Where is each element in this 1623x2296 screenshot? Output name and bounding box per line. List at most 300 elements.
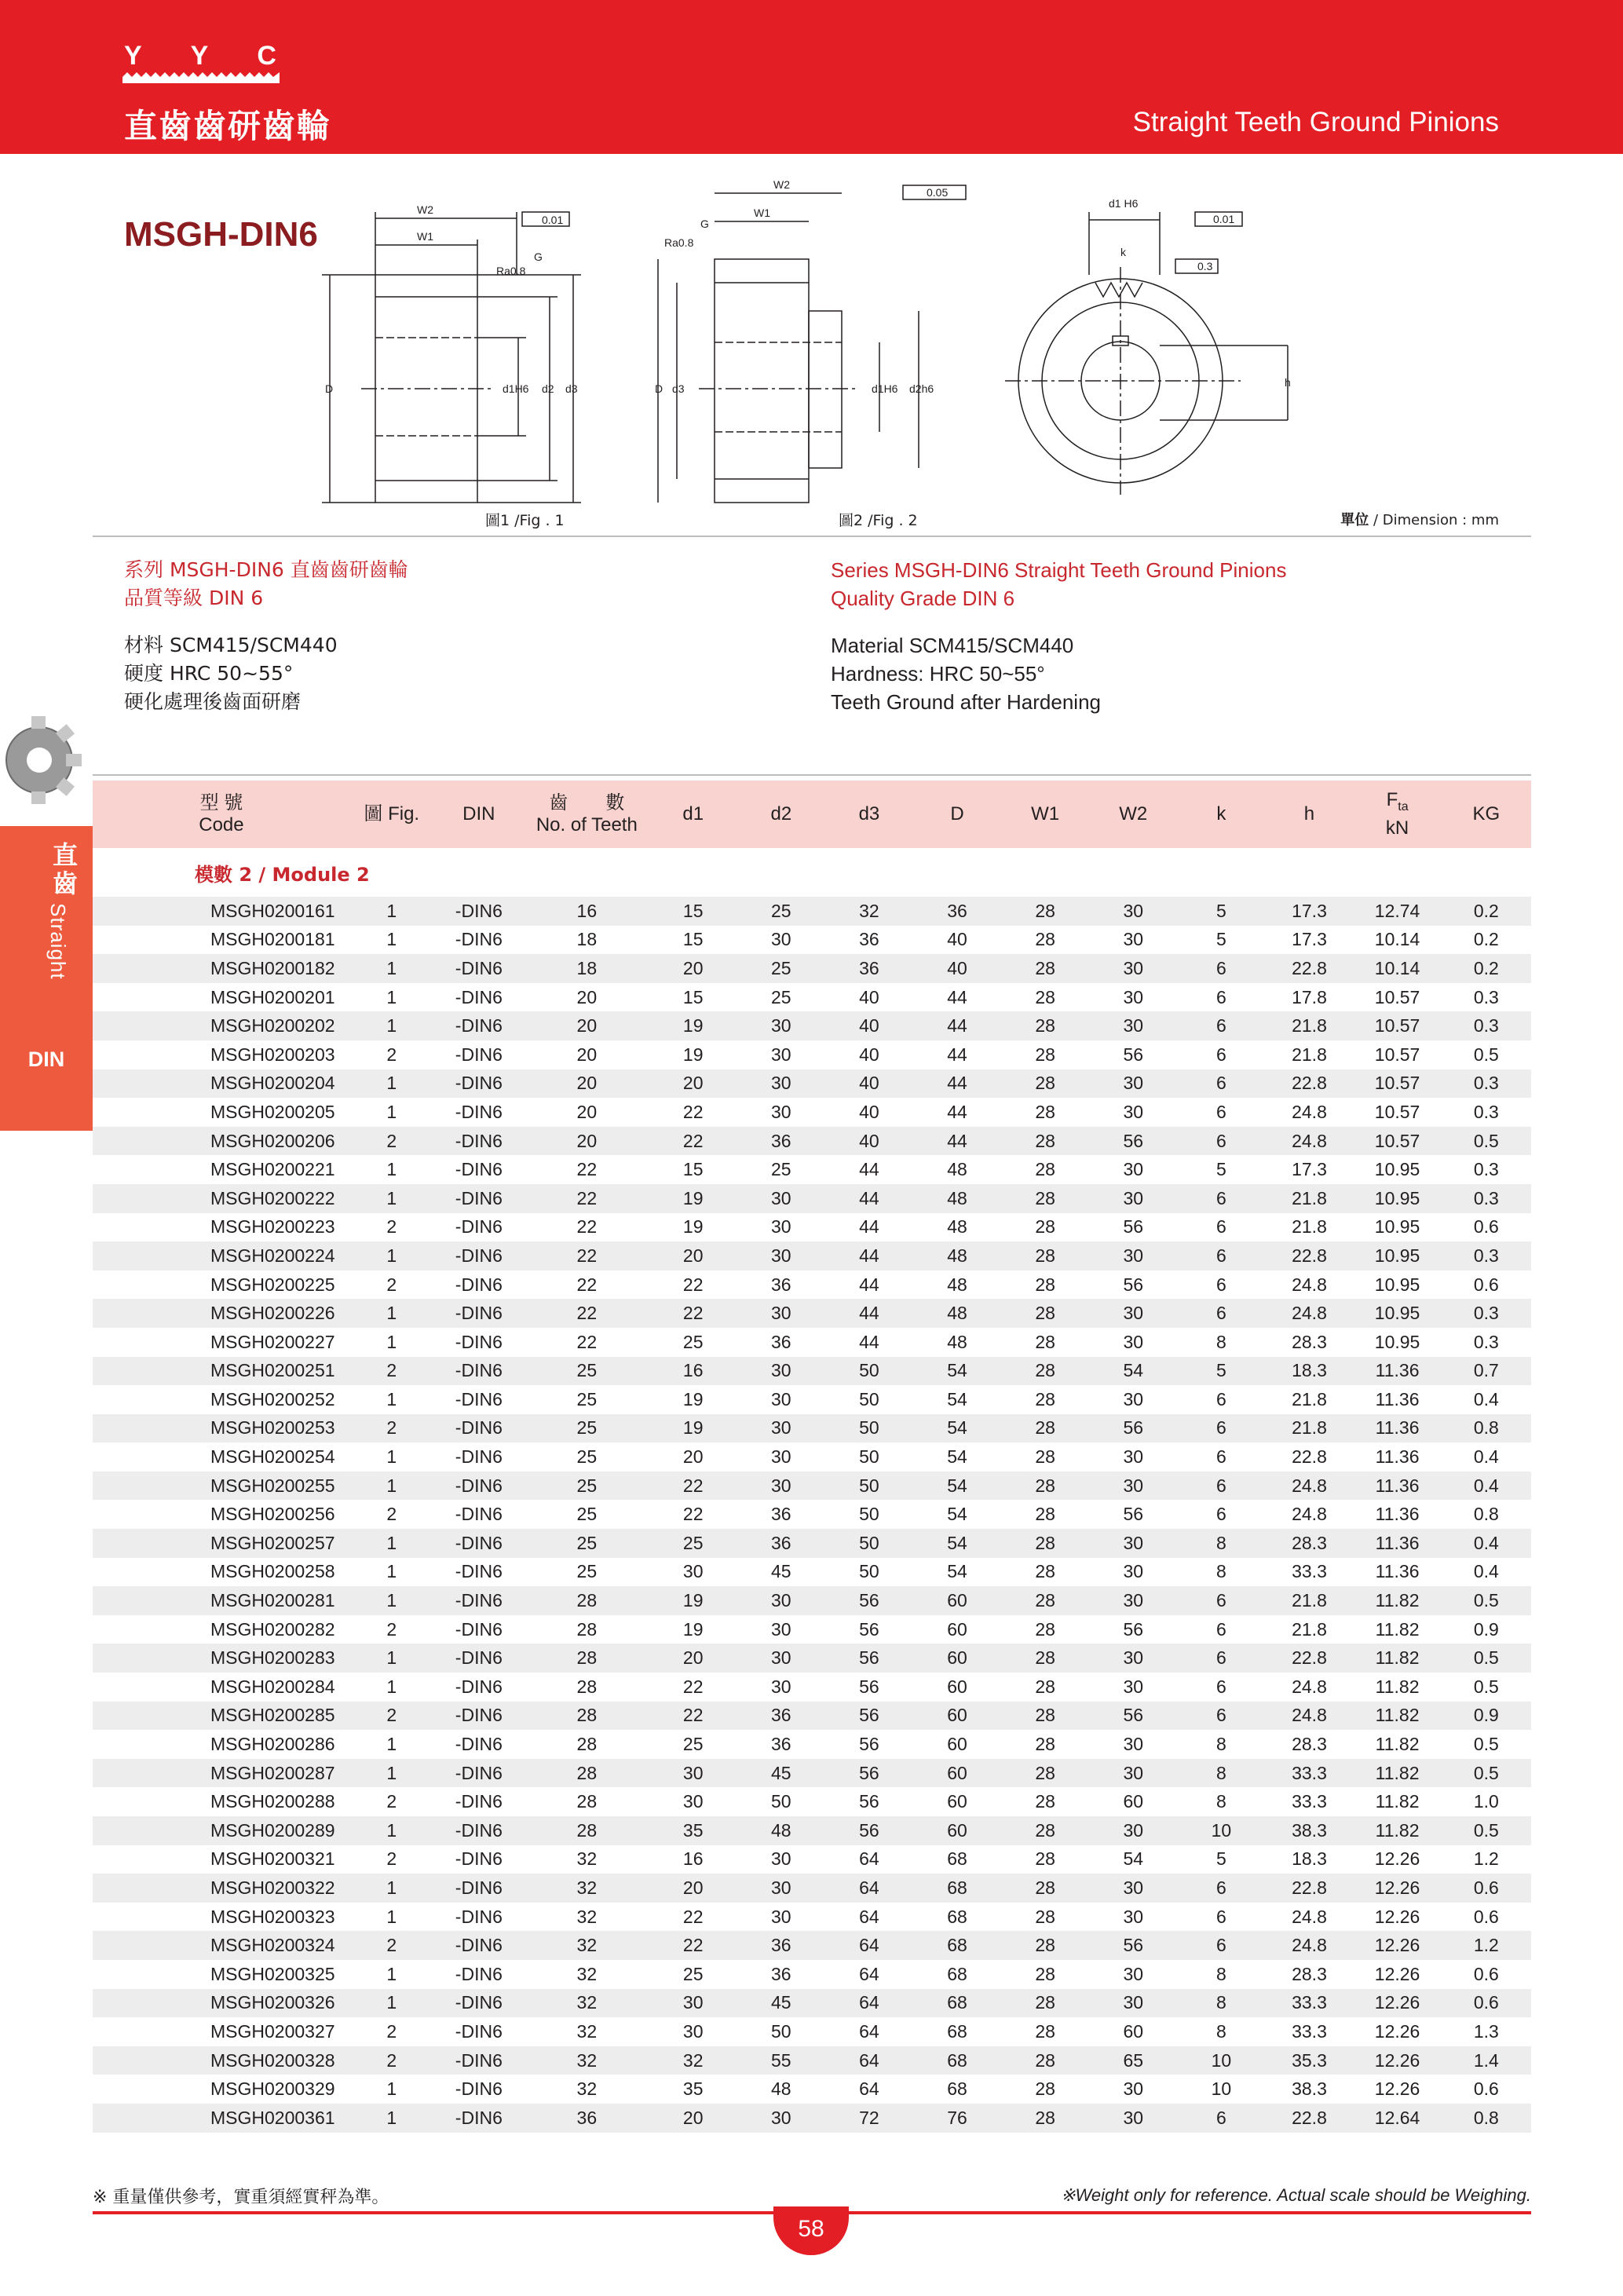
table-cell: 30 xyxy=(771,1388,791,1409)
table-cell: 6 xyxy=(1177,1472,1265,1501)
table-cell: MSGH0200203 xyxy=(210,1044,335,1065)
table-cell: 30 xyxy=(1089,954,1177,983)
table-cell: 28 xyxy=(1035,986,1055,1007)
table-cell: 28 xyxy=(1001,1874,1089,1903)
table-row xyxy=(93,2104,1531,2133)
svg-text:h: h xyxy=(1285,376,1291,389)
table-cell: 28 xyxy=(1001,1357,1089,1386)
svg-text:0.3: 0.3 xyxy=(1197,260,1213,272)
table-cell: 1 xyxy=(386,1159,397,1180)
table-cell: 22 xyxy=(682,1906,704,1927)
table-cell: 68 xyxy=(913,2046,1001,2075)
table-cell: -DIN6 xyxy=(455,1791,503,1812)
table-cell: 36 xyxy=(525,2104,649,2133)
table-cell: 8 xyxy=(1215,2020,1226,2042)
table-cell: 6 xyxy=(1215,1676,1226,1697)
table-cell: 60 xyxy=(1123,1791,1144,1812)
table-row xyxy=(93,1816,1531,1845)
table-cell: 60 xyxy=(947,1618,967,1640)
table-cell: 30 xyxy=(1089,1643,1177,1673)
table-cell: 36 xyxy=(771,1504,791,1525)
table-cell: 44 xyxy=(947,1044,967,1065)
table-cell: 28 xyxy=(1001,1931,1089,1960)
table-cell: 1 xyxy=(350,897,433,926)
table-cell: 2 xyxy=(386,1618,397,1640)
table-cell: 30 xyxy=(737,1069,825,1099)
svg-text:W1: W1 xyxy=(754,207,770,219)
table-cell: 0.5 xyxy=(1442,1759,1531,1788)
table-cell: 0.5 xyxy=(1473,1044,1499,1065)
table-cell: 0.8 xyxy=(1442,1414,1531,1443)
table-cell: 1 xyxy=(350,1184,433,1213)
table-cell: 64 xyxy=(859,1906,879,1927)
table-cell: -DIN6 xyxy=(433,2104,525,2133)
table-cell: 0.3 xyxy=(1442,1011,1531,1040)
table-cell: 56 xyxy=(1123,1618,1144,1640)
table-cell: MSGH0200328 xyxy=(93,2046,350,2075)
table-cell: 11.82 xyxy=(1354,1816,1442,1845)
table-cell: 5 xyxy=(1215,929,1226,950)
table-cell: 2 xyxy=(350,1702,433,1731)
table-cell: 10.14 xyxy=(1354,954,1442,983)
table-cell: MSGH0200221 xyxy=(210,1159,335,1180)
table-cell: 30 xyxy=(737,1414,825,1443)
table-cell: 22 xyxy=(649,1127,737,1156)
table-cell: 50 xyxy=(859,1504,879,1525)
svg-text:d3: d3 xyxy=(565,382,578,395)
table-cell: -DIN6 xyxy=(433,1643,525,1673)
table-cell: MSGH0200253 xyxy=(93,1414,350,1443)
table-cell: 15 xyxy=(682,929,704,950)
table-cell: 22 xyxy=(576,1274,598,1295)
table-cell: -DIN6 xyxy=(433,1816,525,1845)
table-cell: MSGH0200361 xyxy=(93,2104,350,2133)
footer-note-zh: ※ 重量僅供參考，實重須經實秤為準。 xyxy=(93,2188,389,2207)
table-cell: 0.5 xyxy=(1473,1734,1499,1755)
table-cell: 22 xyxy=(576,1159,598,1180)
table-cell: 30 xyxy=(1123,1446,1144,1468)
table-cell: MSGH0200256 xyxy=(210,1504,335,1525)
table-cell: 0.7 xyxy=(1442,1357,1531,1386)
table-row xyxy=(93,1328,1531,1357)
table-cell: -DIN6 xyxy=(455,1561,503,1582)
table-cell: 56 xyxy=(1089,1414,1177,1443)
table-cell: 56 xyxy=(1123,1504,1144,1525)
table-cell: 8 xyxy=(1215,1734,1226,1755)
table-cell: 25 xyxy=(771,1159,791,1180)
table-cell: 28 xyxy=(1035,1848,1055,1870)
table-cell: 28 xyxy=(1035,1101,1055,1122)
table-cell: 20 xyxy=(649,1874,737,1903)
table-cell: 56 xyxy=(859,1676,879,1697)
table-cell: 30 xyxy=(649,1989,737,2018)
table-cell: -DIN6 xyxy=(433,1241,525,1270)
table-cell: 0.5 xyxy=(1473,1676,1499,1697)
table-cell: 30 xyxy=(649,1759,737,1788)
table-cell: 0.2 xyxy=(1473,929,1499,950)
table-cell: 28 xyxy=(1001,2104,1089,2133)
svg-text:d3: d3 xyxy=(672,382,685,395)
table-cell: 68 xyxy=(947,1963,967,1984)
table-row xyxy=(93,1759,1531,1788)
table-cell: 25 xyxy=(525,1472,649,1501)
table-cell: -DIN6 xyxy=(433,1989,525,2018)
svg-text:W2: W2 xyxy=(417,203,433,216)
table-cell: 44 xyxy=(947,1101,967,1122)
table-cell: 60 xyxy=(947,1676,967,1697)
table-cell: -DIN6 xyxy=(455,1446,503,1468)
table-cell: 5 xyxy=(1177,897,1265,926)
spec-table xyxy=(93,781,1531,2133)
svg-text:k: k xyxy=(1120,246,1126,258)
table-row xyxy=(93,1213,1531,1242)
table-cell: 30 xyxy=(771,1216,791,1238)
table-cell: 6 xyxy=(1215,1504,1226,1525)
table-cell: 20 xyxy=(649,1241,737,1270)
table-cell: 0.3 xyxy=(1473,1159,1499,1180)
table-cell: 48 xyxy=(947,1274,967,1295)
table-cell: 1 xyxy=(386,986,397,1007)
table-cell: 36 xyxy=(737,1702,825,1731)
table-cell: 54 xyxy=(947,1504,967,1525)
table-cell: 6 xyxy=(1215,986,1226,1007)
table-cell: 25 xyxy=(525,1529,649,1558)
table-cell: 1.3 xyxy=(1473,2020,1499,2042)
table-cell: 28 xyxy=(1001,954,1089,983)
fig2-drawing xyxy=(655,178,966,503)
table-cell: 0.6 xyxy=(1473,1216,1499,1238)
svg-text:d2: d2 xyxy=(542,382,554,395)
table-cell: 32 xyxy=(649,2046,737,2075)
table-cell: 0.4 xyxy=(1442,1529,1531,1558)
header-title-en: Straight Teeth Ground Pinions xyxy=(1132,107,1499,137)
table-cell: MSGH0200289 xyxy=(93,1816,350,1845)
table-cell: MSGH0200205 xyxy=(210,1101,335,1122)
table-cell: -DIN6 xyxy=(455,986,503,1007)
table-cell: 6 xyxy=(1177,1414,1265,1443)
table-cell: 45 xyxy=(737,1759,825,1788)
table-cell: 28 xyxy=(1001,1011,1089,1040)
table-cell: 0.3 xyxy=(1473,1101,1499,1122)
table-cell: 30 xyxy=(771,1044,791,1065)
table-cell: 6 xyxy=(1215,1044,1226,1065)
table-cell: 25 xyxy=(576,1561,598,1582)
table-row xyxy=(93,1529,1531,1558)
table-cell: 20 xyxy=(525,1011,649,1040)
table-cell: 50 xyxy=(825,1472,913,1501)
table-cell: 35 xyxy=(649,1816,737,1845)
module-row xyxy=(93,848,1531,897)
table-cell: MSGH0200161 xyxy=(93,897,350,926)
table-cell: 1 xyxy=(386,929,397,950)
col-code: 型 號 Code xyxy=(93,781,350,848)
table-cell: 30 xyxy=(682,2020,704,2042)
table-cell: 0.6 xyxy=(1442,1989,1531,2018)
table-row xyxy=(93,1299,1531,1328)
table-cell: MSGH0200323 xyxy=(210,1906,335,1927)
table-cell: 1 xyxy=(386,1446,397,1468)
table-cell: 22 xyxy=(525,1299,649,1328)
table-cell: 64 xyxy=(825,1989,913,2018)
table-cell: 28 xyxy=(1001,1299,1089,1328)
table-cell: 56 xyxy=(1089,1702,1177,1731)
table-cell: 30 xyxy=(771,1676,791,1697)
table-cell: 10.95 xyxy=(1354,1241,1442,1270)
table-cell: 1 xyxy=(386,1963,397,1984)
table-cell: 50 xyxy=(859,1388,879,1409)
svg-text:0.05: 0.05 xyxy=(927,186,949,199)
table-cell: 22 xyxy=(682,1676,704,1697)
table-cell: 48 xyxy=(771,2078,791,2100)
table-cell: 50 xyxy=(859,1561,879,1582)
table-cell: 32 xyxy=(525,1931,649,1960)
table-cell: 2 xyxy=(386,1044,397,1065)
table-cell: 33.3 xyxy=(1265,1759,1353,1788)
table-cell: 6 xyxy=(1177,954,1265,983)
table-cell: 2 xyxy=(386,1216,397,1238)
table-row xyxy=(93,1845,1531,1874)
table-cell: 28 xyxy=(1035,1791,1055,1812)
table-cell: 28 xyxy=(576,1734,598,1755)
table-cell: 30 xyxy=(1123,1906,1144,1927)
table-cell: 28 xyxy=(1035,1906,1055,1927)
table-cell: 24.8 xyxy=(1265,1472,1353,1501)
table-cell: 10.95 xyxy=(1374,1274,1420,1295)
table-cell: 20 xyxy=(576,986,598,1007)
table-cell: 30 xyxy=(1089,897,1177,926)
table-cell: 40 xyxy=(913,954,1001,983)
table-cell: 11.82 xyxy=(1354,1586,1442,1615)
table-cell: 1 xyxy=(350,1874,433,1903)
table-cell: 8 xyxy=(1215,1963,1226,1984)
table-cell: 21.8 xyxy=(1292,1618,1327,1640)
table-cell: 28 xyxy=(525,1759,649,1788)
table-cell: MSGH0200321 xyxy=(210,1848,335,1870)
table-cell: 22.8 xyxy=(1265,954,1353,983)
table-cell: 10.95 xyxy=(1374,1159,1420,1180)
table-cell: 48 xyxy=(947,1216,967,1238)
table-row xyxy=(93,2046,1531,2075)
table-cell: 30 xyxy=(737,1299,825,1328)
table-cell: 22.8 xyxy=(1265,1241,1353,1270)
table-cell: 1.0 xyxy=(1473,1791,1499,1812)
table-cell: 1 xyxy=(386,1734,397,1755)
table-cell: 0.3 xyxy=(1473,986,1499,1007)
table-cell: 0.6 xyxy=(1473,1906,1499,1927)
table-cell: 48 xyxy=(947,1159,967,1180)
table-cell: 1 xyxy=(350,1816,433,1845)
table-cell: 28 xyxy=(1035,1216,1055,1238)
table-cell: 48 xyxy=(737,1816,825,1845)
table-cell: -DIN6 xyxy=(433,1357,525,1386)
table-cell: 36 xyxy=(737,1127,825,1156)
table-cell: 30 xyxy=(1123,1331,1144,1352)
table-cell: 54 xyxy=(913,1357,1001,1386)
table-cell: 0.6 xyxy=(1442,1874,1531,1903)
table-cell: 44 xyxy=(859,1331,879,1352)
table-cell: 2 xyxy=(350,1357,433,1386)
side-tab-en: Straight xyxy=(46,903,70,980)
table-cell: 30 xyxy=(1123,1159,1144,1180)
table-cell: 30 xyxy=(1089,1759,1177,1788)
table-cell: 68 xyxy=(913,1989,1001,2018)
table-cell: 56 xyxy=(825,1702,913,1731)
svg-text:Ra0.8: Ra0.8 xyxy=(496,265,526,277)
table-row xyxy=(93,1385,1531,1414)
table-cell: 44 xyxy=(913,1127,1001,1156)
table-cell: 8 xyxy=(1215,1791,1226,1812)
table-cell: 54 xyxy=(913,1529,1001,1558)
table-cell: 56 xyxy=(825,1586,913,1615)
table-cell: -DIN6 xyxy=(455,2020,503,2042)
table-cell: 1 xyxy=(386,1388,397,1409)
table-cell: 55 xyxy=(737,2046,825,2075)
table-cell: 30 xyxy=(771,1101,791,1122)
side-tab-din: DIN xyxy=(27,1047,65,1071)
series-desc-zh: 系列 MSGH-DIN6 直齒齒研齒輪 品質等級 DIN 6 xyxy=(124,558,408,609)
table-cell: 6 xyxy=(1215,1388,1226,1409)
table-cell: MSGH0200282 xyxy=(210,1618,335,1640)
table-cell: 11.82 xyxy=(1375,1791,1420,1812)
table-cell: 40 xyxy=(825,1127,913,1156)
table-cell: 33.3 xyxy=(1292,1561,1327,1582)
col-fig: 圖 Fig. xyxy=(350,781,433,848)
table-cell: 0.6 xyxy=(1473,1963,1499,1984)
table-cell: 30 xyxy=(1089,1816,1177,1845)
table-cell: 30 xyxy=(1123,929,1144,950)
table-cell: 18 xyxy=(525,954,649,983)
table-cell: 40 xyxy=(947,929,967,950)
table-cell: 16 xyxy=(649,1357,737,1386)
table-cell: 5 xyxy=(1177,1357,1265,1386)
table-cell: -DIN6 xyxy=(455,1159,503,1180)
table-cell: 33.3 xyxy=(1292,1791,1327,1812)
table-cell: 50 xyxy=(825,1529,913,1558)
table-cell: 1.2 xyxy=(1442,1931,1531,1960)
table-cell: 30 xyxy=(771,1906,791,1927)
table-cell: 30 xyxy=(1089,1184,1177,1213)
table-cell: 1 xyxy=(350,1472,433,1501)
table-cell: 38.3 xyxy=(1265,1816,1353,1845)
table-cell: MSGH0200281 xyxy=(93,1586,350,1615)
table-cell: 11.36 xyxy=(1375,1561,1420,1582)
table-cell: 60 xyxy=(947,1791,967,1812)
table-cell: 56 xyxy=(1123,1274,1144,1295)
table-cell: 40 xyxy=(859,1044,879,1065)
table-cell: 28 xyxy=(1001,1529,1089,1558)
table-cell: 28 xyxy=(1035,2020,1055,2042)
table-cell: 35.3 xyxy=(1265,2046,1353,2075)
table-cell: 11.82 xyxy=(1354,1759,1442,1788)
table-cell: 6 xyxy=(1177,1586,1265,1615)
table-cell: 30 xyxy=(1089,1874,1177,1903)
col-h: h xyxy=(1265,781,1353,848)
table-cell: 36 xyxy=(771,1274,791,1295)
table-cell: 8 xyxy=(1215,1561,1226,1582)
table-cell: 30 xyxy=(1123,1101,1144,1122)
table-cell: 0.3 xyxy=(1442,1299,1531,1328)
table-cell: 25 xyxy=(771,986,791,1007)
module-label: 模數 2 / Module 2 xyxy=(93,848,1531,897)
table-cell: MSGH0200284 xyxy=(210,1676,335,1697)
table-cell: 48 xyxy=(913,1241,1001,1270)
table-cell: 2 xyxy=(350,1127,433,1156)
table-cell: 30 xyxy=(1123,1676,1144,1697)
table-cell: 11.36 xyxy=(1354,1529,1442,1558)
table-row xyxy=(93,1098,1531,1127)
table-cell: -DIN6 xyxy=(433,954,525,983)
table-cell: 28.3 xyxy=(1292,1331,1327,1352)
table-cell: 32 xyxy=(576,2020,598,2042)
table-cell: 28 xyxy=(1035,1331,1055,1352)
table-cell: 1 xyxy=(350,954,433,983)
table-cell: MSGH0200255 xyxy=(93,1472,350,1501)
table-cell: 21.8 xyxy=(1265,1184,1353,1213)
table-cell: 21.8 xyxy=(1292,1216,1327,1238)
dimension-unit: 單位 / Dimension : mm xyxy=(1340,512,1499,528)
table-cell: MSGH0200223 xyxy=(210,1216,335,1238)
table-cell: 6 xyxy=(1215,1274,1226,1295)
table-cell: 24.8 xyxy=(1292,1676,1327,1697)
table-cell: 18.3 xyxy=(1265,1357,1353,1386)
table-cell: 20 xyxy=(682,1446,704,1468)
table-cell: MSGH0200286 xyxy=(210,1734,335,1755)
col-din: DIN xyxy=(433,781,525,848)
table-cell: 12.26 xyxy=(1374,2020,1420,2042)
table-cell: 22 xyxy=(525,1241,649,1270)
table-cell: 2 xyxy=(386,1504,397,1525)
svg-text:D: D xyxy=(325,382,334,395)
table-cell: 15 xyxy=(682,986,704,1007)
table-cell: 28 xyxy=(525,1586,649,1615)
table-cell: 28 xyxy=(1035,1044,1055,1065)
table-cell: 20 xyxy=(576,1101,598,1122)
brand-logo-text: YYC xyxy=(124,41,325,71)
table-cell: 56 xyxy=(1123,1044,1144,1065)
table-cell: 11.82 xyxy=(1375,1676,1420,1697)
table-cell: 6 xyxy=(1177,1299,1265,1328)
table-cell: MSGH0200201 xyxy=(210,986,335,1007)
table-cell: 28 xyxy=(1001,897,1089,926)
table-cell: 30 xyxy=(1123,1561,1144,1582)
table-cell: 30 xyxy=(682,1791,704,1812)
table-cell: 10 xyxy=(1211,2078,1232,2100)
table-cell: 28 xyxy=(1001,2046,1089,2075)
table-cell: 28.3 xyxy=(1265,1529,1353,1558)
svg-text:d1 H6: d1 H6 xyxy=(1109,197,1139,210)
table-cell: 30 xyxy=(1123,986,1144,1007)
table-cell: 65 xyxy=(1089,2046,1177,2075)
table-cell: 56 xyxy=(1123,1216,1144,1238)
table-cell: 0.6 xyxy=(1473,1274,1499,1295)
table-cell: 28 xyxy=(1035,2078,1055,2100)
table-row xyxy=(93,1702,1531,1731)
table-cell: 48 xyxy=(913,1299,1001,1328)
col-w1: W1 xyxy=(1001,781,1089,848)
table-cell: 10.57 xyxy=(1374,1101,1420,1122)
table-cell: 11.36 xyxy=(1354,1414,1442,1443)
table-row xyxy=(93,1011,1531,1040)
table-cell: 17.8 xyxy=(1292,986,1327,1007)
table-cell: 11.82 xyxy=(1354,1643,1442,1673)
table-row xyxy=(93,1442,1531,1472)
table-cell: MSGH0200202 xyxy=(93,1011,350,1040)
table-cell: 40 xyxy=(859,986,879,1007)
table-cell: 24.8 xyxy=(1265,1127,1353,1156)
table-cell: 68 xyxy=(947,1848,967,1870)
table-cell: -DIN6 xyxy=(433,1299,525,1328)
table-cell: 56 xyxy=(1089,1931,1177,1960)
